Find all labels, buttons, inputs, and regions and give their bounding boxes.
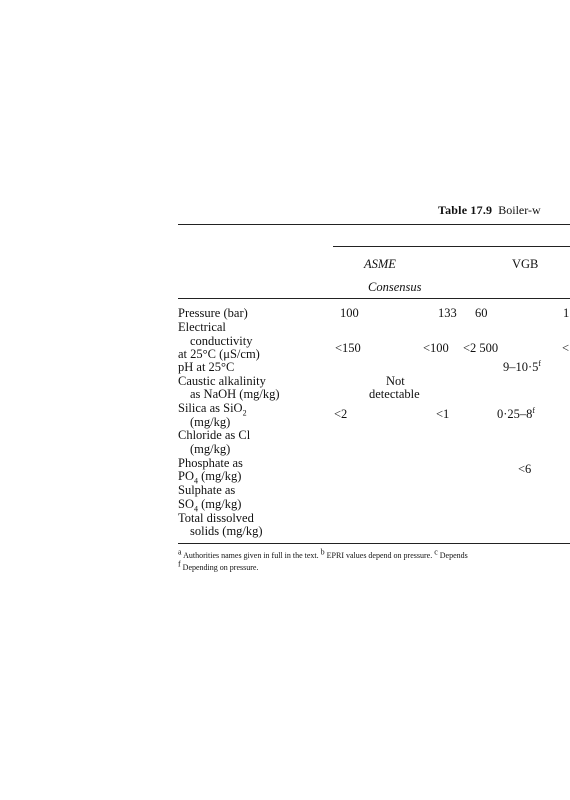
row-label-phosphate-1: Phosphate as xyxy=(178,456,243,470)
cell-conductivity-vgb-edge: < xyxy=(562,341,570,355)
cell-conductivity-asme-100: <150 xyxy=(335,341,361,355)
row-label-chloride-1: Chloride as Cl xyxy=(178,428,251,442)
row-label-sulphate-2: $SO_4$ (mg/kg) xyxy=(178,497,242,514)
footnote-f-mark: f xyxy=(178,559,181,569)
cell-caustic-2: detectable xyxy=(369,387,420,401)
cell-conductivity-asme-133: <100 xyxy=(423,341,449,355)
row-label-sulphate-1: Sulphate as xyxy=(178,483,236,497)
footnote-f-text: Depending on pressure. xyxy=(182,563,259,572)
row-label-silica-2: (mg/kg) xyxy=(190,415,231,429)
row-label-caustic-2: as NaOH (mg/kg) xyxy=(190,387,280,401)
row-label-ph: pH at 25°C xyxy=(178,360,235,374)
row-label-conductivity-2: conductivity xyxy=(190,334,253,348)
table-number: Table 17.9 xyxy=(438,203,493,217)
header-asme: ASME xyxy=(364,257,396,271)
row-label-caustic-1: Caustic alkalinity xyxy=(178,374,266,388)
row-label-conductivity-3: at 25°C (μS/cm) xyxy=(178,347,260,361)
header-group-rule xyxy=(333,246,570,247)
table-title: Boiler-w xyxy=(498,203,541,217)
cell-conductivity-vgb-60: <2 500 xyxy=(463,341,499,355)
bottom-rule xyxy=(178,543,570,544)
footnote-b-text: EPRI values depend on pressure. xyxy=(326,551,433,560)
footnote-line-1 xyxy=(178,547,468,561)
row-label-chloride-2: (mg/kg) xyxy=(190,442,231,456)
cell-ph-vgb: $9-10\cdot 5^f$ xyxy=(503,358,542,374)
footnote-line-2 xyxy=(178,559,259,573)
cell-phosphate-vgb: <6 xyxy=(518,462,532,476)
table-caption xyxy=(438,203,541,217)
cell-silica-vgb: $0\cdot 25-8^f$ xyxy=(497,405,536,421)
top-rule xyxy=(178,224,570,225)
cell-caustic-1: Not xyxy=(386,374,405,388)
cell-pressure-asme-100: 100 xyxy=(340,306,359,320)
footnote-b-mark: b xyxy=(320,547,325,557)
footnote-c-mark: c xyxy=(434,547,438,557)
header-vgb: VGB xyxy=(512,257,539,271)
row-label-silica-1: Silica as SiO$_2$ xyxy=(178,401,247,418)
row-label-tds-2: solids (mg/kg) xyxy=(190,524,263,538)
row-label-phosphate-2: $PO_4$ (mg/kg) xyxy=(178,469,242,486)
footnote-a-mark: a xyxy=(178,547,182,557)
header-consensus: Consensus xyxy=(368,280,422,294)
row-label-conductivity-1: Electrical xyxy=(178,320,226,334)
cell-pressure-vgb-edge: 1 xyxy=(563,306,570,320)
cell-silica-asme-133: <1 xyxy=(436,407,450,421)
footnote-c-text: Depends xyxy=(439,551,468,560)
cell-silica-asme-100: <2 xyxy=(334,407,348,421)
row-label-pressure: Pressure (bar) xyxy=(178,306,248,320)
row-label-tds-1: Total dissolved xyxy=(178,511,254,525)
cell-pressure-vgb-60: 60 xyxy=(475,306,488,320)
cell-pressure-asme-133: 133 xyxy=(438,306,457,320)
header-bottom-rule xyxy=(178,298,570,299)
footnote-a-text: Authorities names given in full in the text. xyxy=(183,551,319,560)
